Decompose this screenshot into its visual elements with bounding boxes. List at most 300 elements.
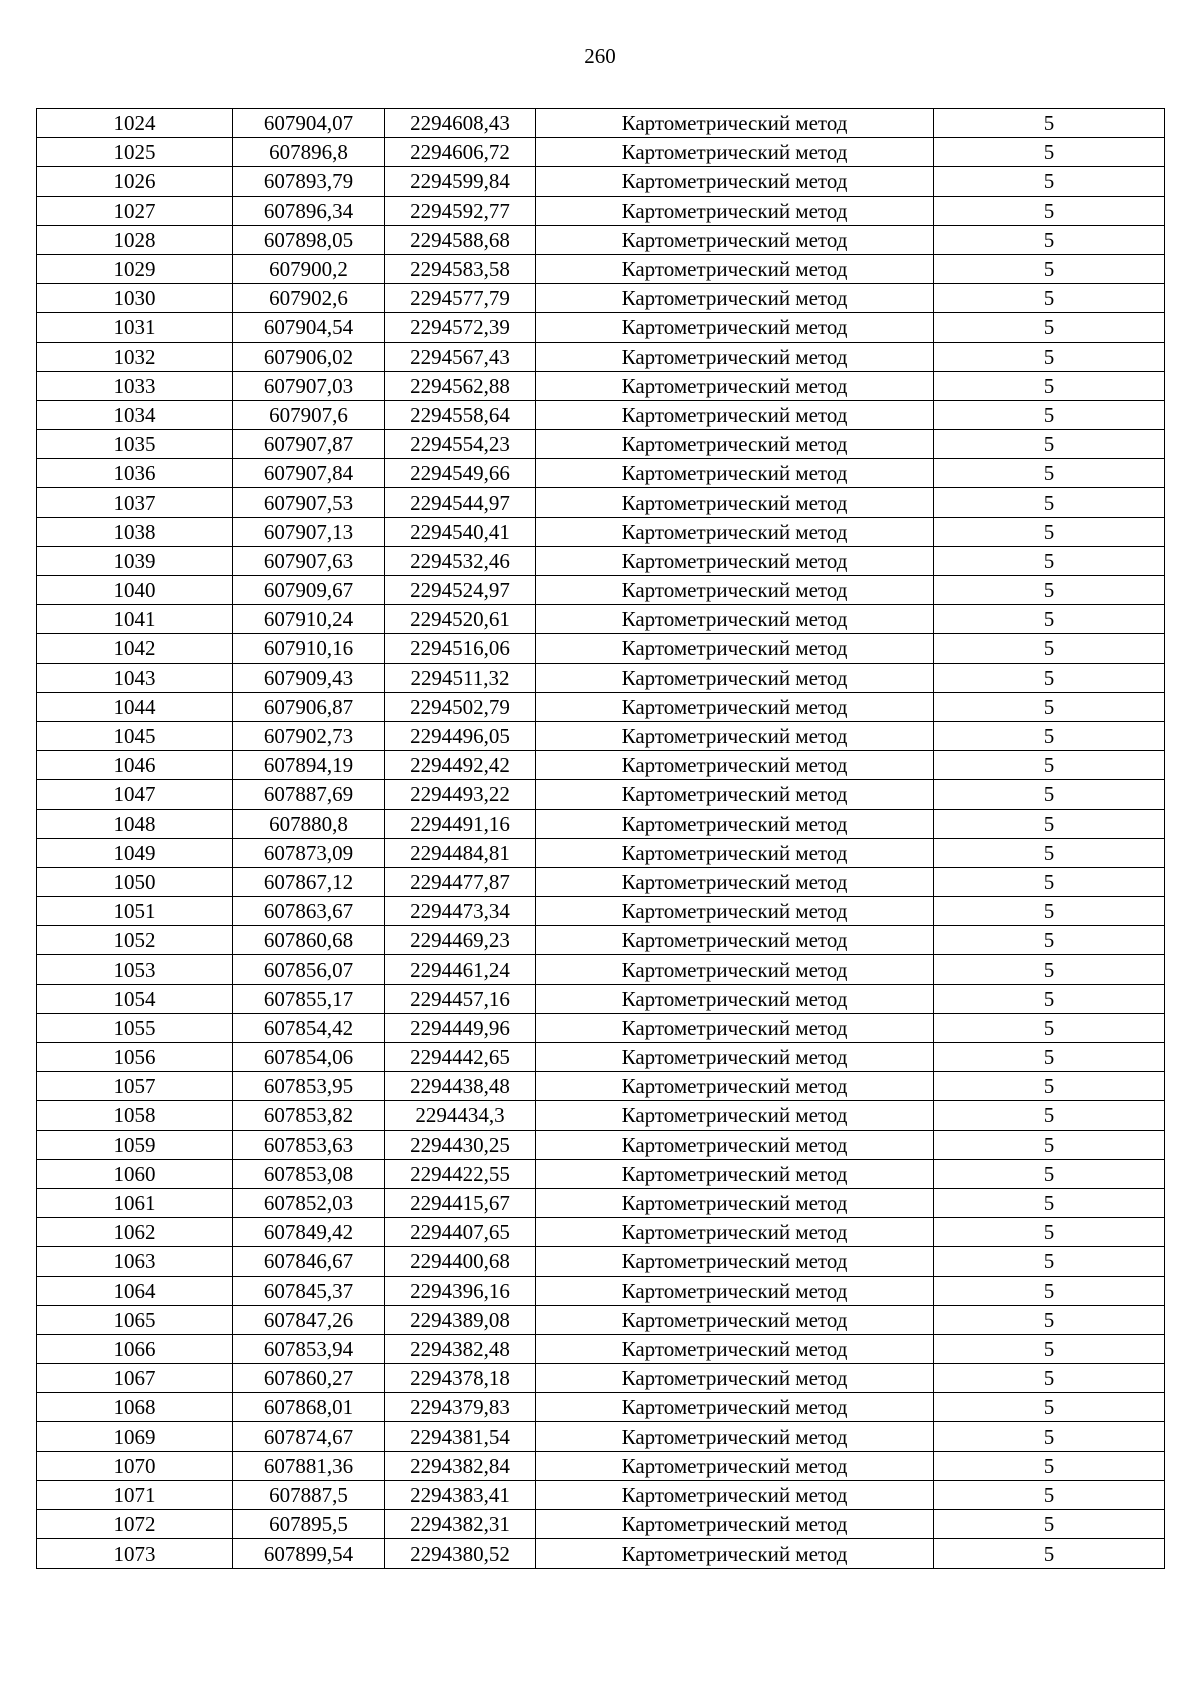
x-coordinate-cell: 607894,19 (233, 751, 385, 780)
x-coordinate-cell: 607904,07 (233, 109, 385, 138)
point-number-cell: 1028 (37, 225, 233, 254)
point-number-cell: 1055 (37, 1013, 233, 1042)
method-cell: Картометрический метод (536, 634, 934, 663)
accuracy-cell: 5 (934, 926, 1165, 955)
y-coordinate-cell: 2294554,23 (385, 430, 536, 459)
table-row (37, 517, 1165, 546)
point-number-cell: 1064 (37, 1276, 233, 1305)
table-row (37, 955, 1165, 984)
point-number-cell: 1038 (37, 517, 233, 546)
point-number-cell: 1061 (37, 1188, 233, 1217)
point-number-cell: 1049 (37, 838, 233, 867)
y-coordinate-cell: 2294396,16 (385, 1276, 536, 1305)
table-row (37, 576, 1165, 605)
accuracy-cell: 5 (934, 809, 1165, 838)
accuracy-cell: 5 (934, 751, 1165, 780)
table-row (37, 254, 1165, 283)
accuracy-cell: 5 (934, 1510, 1165, 1539)
point-number-cell: 1052 (37, 926, 233, 955)
table-row (37, 634, 1165, 663)
y-coordinate-cell: 2294492,42 (385, 751, 536, 780)
accuracy-cell: 5 (934, 1451, 1165, 1480)
accuracy-cell: 5 (934, 1539, 1165, 1569)
x-coordinate-cell: 607853,95 (233, 1072, 385, 1101)
method-cell: Картометрический метод (536, 1013, 934, 1042)
table-row (37, 225, 1165, 254)
accuracy-cell: 5 (934, 1393, 1165, 1422)
accuracy-cell: 5 (934, 634, 1165, 663)
method-cell: Картометрический метод (536, 459, 934, 488)
point-number-cell: 1056 (37, 1043, 233, 1072)
accuracy-cell: 5 (934, 663, 1165, 692)
table-row (37, 1422, 1165, 1451)
method-cell: Картометрический метод (536, 1334, 934, 1363)
table-row (37, 109, 1165, 138)
table-row (37, 663, 1165, 692)
method-cell: Картометрический метод (536, 430, 934, 459)
table-row (37, 984, 1165, 1013)
method-cell: Картометрический метод (536, 284, 934, 313)
method-cell: Картометрический метод (536, 254, 934, 283)
method-cell: Картометрический метод (536, 1276, 934, 1305)
x-coordinate-cell: 607845,37 (233, 1276, 385, 1305)
table-row (37, 1130, 1165, 1159)
accuracy-cell: 5 (934, 867, 1165, 896)
y-coordinate-cell: 2294583,58 (385, 254, 536, 283)
method-cell: Картометрический метод (536, 1188, 934, 1217)
accuracy-cell: 5 (934, 1422, 1165, 1451)
point-number-cell: 1039 (37, 546, 233, 575)
point-number-cell: 1059 (37, 1130, 233, 1159)
x-coordinate-cell: 607849,42 (233, 1218, 385, 1247)
point-number-cell: 1042 (37, 634, 233, 663)
x-coordinate-cell: 607906,02 (233, 342, 385, 371)
y-coordinate-cell: 2294382,84 (385, 1451, 536, 1480)
accuracy-cell: 5 (934, 167, 1165, 196)
method-cell: Картометрический метод (536, 926, 934, 955)
x-coordinate-cell: 607881,36 (233, 1451, 385, 1480)
table-row (37, 751, 1165, 780)
accuracy-cell: 5 (934, 1013, 1165, 1042)
method-cell: Картометрический метод (536, 517, 934, 546)
y-coordinate-cell: 2294577,79 (385, 284, 536, 313)
point-number-cell: 1031 (37, 313, 233, 342)
point-number-cell: 1030 (37, 284, 233, 313)
table-row (37, 371, 1165, 400)
table-row (37, 838, 1165, 867)
y-coordinate-cell: 2294567,43 (385, 342, 536, 371)
method-cell: Картометрический метод (536, 1480, 934, 1509)
x-coordinate-cell: 607868,01 (233, 1393, 385, 1422)
point-number-cell: 1036 (37, 459, 233, 488)
y-coordinate-cell: 2294382,31 (385, 1510, 536, 1539)
accuracy-cell: 5 (934, 430, 1165, 459)
x-coordinate-cell: 607854,06 (233, 1043, 385, 1072)
x-coordinate-cell: 607907,84 (233, 459, 385, 488)
method-cell: Картометрический метод (536, 1422, 934, 1451)
coordinates-table (36, 108, 1165, 1569)
table-row (37, 926, 1165, 955)
point-number-cell: 1067 (37, 1364, 233, 1393)
x-coordinate-cell: 607874,67 (233, 1422, 385, 1451)
accuracy-cell: 5 (934, 692, 1165, 721)
accuracy-cell: 5 (934, 196, 1165, 225)
method-cell: Картометрический метод (536, 897, 934, 926)
point-number-cell: 1057 (37, 1072, 233, 1101)
x-coordinate-cell: 607907,87 (233, 430, 385, 459)
y-coordinate-cell: 2294588,68 (385, 225, 536, 254)
accuracy-cell: 5 (934, 400, 1165, 429)
y-coordinate-cell: 2294469,23 (385, 926, 536, 955)
x-coordinate-cell: 607887,69 (233, 780, 385, 809)
y-coordinate-cell: 2294383,41 (385, 1480, 536, 1509)
method-cell: Картометрический метод (536, 546, 934, 575)
method-cell: Картометрический метод (536, 1539, 934, 1569)
x-coordinate-cell: 607847,26 (233, 1305, 385, 1334)
y-coordinate-cell: 2294549,66 (385, 459, 536, 488)
point-number-cell: 1027 (37, 196, 233, 225)
point-number-cell: 1040 (37, 576, 233, 605)
table-row (37, 1188, 1165, 1217)
point-number-cell: 1029 (37, 254, 233, 283)
x-coordinate-cell: 607907,13 (233, 517, 385, 546)
y-coordinate-cell: 2294572,39 (385, 313, 536, 342)
table-row (37, 780, 1165, 809)
method-cell: Картометрический метод (536, 1451, 934, 1480)
x-coordinate-cell: 607898,05 (233, 225, 385, 254)
x-coordinate-cell: 607854,42 (233, 1013, 385, 1042)
accuracy-cell: 5 (934, 576, 1165, 605)
method-cell: Картометрический метод (536, 1364, 934, 1393)
x-coordinate-cell: 607853,08 (233, 1159, 385, 1188)
x-coordinate-cell: 607853,63 (233, 1130, 385, 1159)
method-cell: Картометрический метод (536, 138, 934, 167)
table-row (37, 1480, 1165, 1509)
x-coordinate-cell: 607904,54 (233, 313, 385, 342)
table-row (37, 488, 1165, 517)
x-coordinate-cell: 607900,2 (233, 254, 385, 283)
table-row (37, 692, 1165, 721)
point-number-cell: 1073 (37, 1539, 233, 1569)
y-coordinate-cell: 2294502,79 (385, 692, 536, 721)
point-number-cell: 1053 (37, 955, 233, 984)
x-coordinate-cell: 607887,5 (233, 1480, 385, 1509)
point-number-cell: 1060 (37, 1159, 233, 1188)
table-row (37, 196, 1165, 225)
x-coordinate-cell: 607907,6 (233, 400, 385, 429)
method-cell: Картометрический метод (536, 751, 934, 780)
accuracy-cell: 5 (934, 1218, 1165, 1247)
table-row (37, 1510, 1165, 1539)
x-coordinate-cell: 607909,67 (233, 576, 385, 605)
method-cell: Картометрический метод (536, 1043, 934, 1072)
y-coordinate-cell: 2294379,83 (385, 1393, 536, 1422)
y-coordinate-cell: 2294496,05 (385, 721, 536, 750)
accuracy-cell: 5 (934, 459, 1165, 488)
point-number-cell: 1054 (37, 984, 233, 1013)
accuracy-cell: 5 (934, 313, 1165, 342)
accuracy-cell: 5 (934, 284, 1165, 313)
accuracy-cell: 5 (934, 546, 1165, 575)
x-coordinate-cell: 607855,17 (233, 984, 385, 1013)
x-coordinate-cell: 607896,34 (233, 196, 385, 225)
point-number-cell: 1072 (37, 1510, 233, 1539)
x-coordinate-cell: 607846,67 (233, 1247, 385, 1276)
point-number-cell: 1025 (37, 138, 233, 167)
table-row (37, 546, 1165, 575)
point-number-cell: 1043 (37, 663, 233, 692)
table-row (37, 1305, 1165, 1334)
y-coordinate-cell: 2294473,34 (385, 897, 536, 926)
x-coordinate-cell: 607902,73 (233, 721, 385, 750)
point-number-cell: 1026 (37, 167, 233, 196)
point-number-cell: 1050 (37, 867, 233, 896)
y-coordinate-cell: 2294606,72 (385, 138, 536, 167)
point-number-cell: 1035 (37, 430, 233, 459)
method-cell: Картометрический метод (536, 196, 934, 225)
point-number-cell: 1058 (37, 1101, 233, 1130)
x-coordinate-cell: 607860,68 (233, 926, 385, 955)
x-coordinate-cell: 607856,07 (233, 955, 385, 984)
method-cell: Картометрический метод (536, 167, 934, 196)
y-coordinate-cell: 2294608,43 (385, 109, 536, 138)
point-number-cell: 1044 (37, 692, 233, 721)
accuracy-cell: 5 (934, 1159, 1165, 1188)
method-cell: Картометрический метод (536, 576, 934, 605)
point-number-cell: 1046 (37, 751, 233, 780)
table-row (37, 1247, 1165, 1276)
accuracy-cell: 5 (934, 342, 1165, 371)
method-cell: Картометрический метод (536, 984, 934, 1013)
table-row (37, 284, 1165, 313)
x-coordinate-cell: 607906,87 (233, 692, 385, 721)
y-coordinate-cell: 2294599,84 (385, 167, 536, 196)
y-coordinate-cell: 2294422,55 (385, 1159, 536, 1188)
method-cell: Картометрический метод (536, 225, 934, 254)
x-coordinate-cell: 607852,03 (233, 1188, 385, 1217)
y-coordinate-cell: 2294540,41 (385, 517, 536, 546)
accuracy-cell: 5 (934, 780, 1165, 809)
point-number-cell: 1068 (37, 1393, 233, 1422)
table-row (37, 1539, 1165, 1569)
accuracy-cell: 5 (934, 138, 1165, 167)
y-coordinate-cell: 2294438,48 (385, 1072, 536, 1101)
table-row (37, 809, 1165, 838)
x-coordinate-cell: 607907,53 (233, 488, 385, 517)
point-number-cell: 1033 (37, 371, 233, 400)
y-coordinate-cell: 2294434,3 (385, 1101, 536, 1130)
point-number-cell: 1062 (37, 1218, 233, 1247)
y-coordinate-cell: 2294415,67 (385, 1188, 536, 1217)
point-number-cell: 1051 (37, 897, 233, 926)
x-coordinate-cell: 607853,94 (233, 1334, 385, 1363)
x-coordinate-cell: 607895,5 (233, 1510, 385, 1539)
accuracy-cell: 5 (934, 1364, 1165, 1393)
method-cell: Картометрический метод (536, 1393, 934, 1422)
table-row (37, 342, 1165, 371)
accuracy-cell: 5 (934, 955, 1165, 984)
y-coordinate-cell: 2294592,77 (385, 196, 536, 225)
point-number-cell: 1066 (37, 1334, 233, 1363)
method-cell: Картометрический метод (536, 1130, 934, 1159)
table-row (37, 1451, 1165, 1480)
point-number-cell: 1069 (37, 1422, 233, 1451)
x-coordinate-cell: 607910,24 (233, 605, 385, 634)
table-row (37, 1043, 1165, 1072)
y-coordinate-cell: 2294389,08 (385, 1305, 536, 1334)
table-row (37, 605, 1165, 634)
table-row (37, 1393, 1165, 1422)
x-coordinate-cell: 607863,67 (233, 897, 385, 926)
point-number-cell: 1032 (37, 342, 233, 371)
point-number-cell: 1034 (37, 400, 233, 429)
x-coordinate-cell: 607907,03 (233, 371, 385, 400)
y-coordinate-cell: 2294477,87 (385, 867, 536, 896)
accuracy-cell: 5 (934, 984, 1165, 1013)
table-row (37, 138, 1165, 167)
table-row (37, 897, 1165, 926)
table-row (37, 1276, 1165, 1305)
method-cell: Картометрический метод (536, 721, 934, 750)
method-cell: Картометрический метод (536, 838, 934, 867)
table-row (37, 1159, 1165, 1188)
point-number-cell: 1063 (37, 1247, 233, 1276)
method-cell: Картометрический метод (536, 342, 934, 371)
y-coordinate-cell: 2294461,24 (385, 955, 536, 984)
method-cell: Картометрический метод (536, 488, 934, 517)
method-cell: Картометрический метод (536, 663, 934, 692)
accuracy-cell: 5 (934, 1101, 1165, 1130)
y-coordinate-cell: 2294380,52 (385, 1539, 536, 1569)
accuracy-cell: 5 (934, 488, 1165, 517)
y-coordinate-cell: 2294382,48 (385, 1334, 536, 1363)
table-row (37, 1013, 1165, 1042)
method-cell: Картометрический метод (536, 809, 934, 838)
accuracy-cell: 5 (934, 897, 1165, 926)
table-row (37, 1218, 1165, 1247)
y-coordinate-cell: 2294378,18 (385, 1364, 536, 1393)
x-coordinate-cell: 607902,6 (233, 284, 385, 313)
accuracy-cell: 5 (934, 109, 1165, 138)
x-coordinate-cell: 607893,79 (233, 167, 385, 196)
point-number-cell: 1071 (37, 1480, 233, 1509)
y-coordinate-cell: 2294407,65 (385, 1218, 536, 1247)
y-coordinate-cell: 2294400,68 (385, 1247, 536, 1276)
y-coordinate-cell: 2294430,25 (385, 1130, 536, 1159)
point-number-cell: 1024 (37, 109, 233, 138)
method-cell: Картометрический метод (536, 1305, 934, 1334)
y-coordinate-cell: 2294381,54 (385, 1422, 536, 1451)
table-row (37, 459, 1165, 488)
accuracy-cell: 5 (934, 838, 1165, 867)
method-cell: Картометрический метод (536, 1159, 934, 1188)
page-number: 260 (584, 44, 616, 68)
point-number-cell: 1070 (37, 1451, 233, 1480)
x-coordinate-cell: 607907,63 (233, 546, 385, 575)
y-coordinate-cell: 2294493,22 (385, 780, 536, 809)
x-coordinate-cell: 607880,8 (233, 809, 385, 838)
y-coordinate-cell: 2294442,65 (385, 1043, 536, 1072)
method-cell: Картометрический метод (536, 400, 934, 429)
table-row (37, 1334, 1165, 1363)
accuracy-cell: 5 (934, 1334, 1165, 1363)
y-coordinate-cell: 2294524,97 (385, 576, 536, 605)
accuracy-cell: 5 (934, 371, 1165, 400)
method-cell: Картометрический метод (536, 1510, 934, 1539)
accuracy-cell: 5 (934, 1130, 1165, 1159)
method-cell: Картометрический метод (536, 109, 934, 138)
point-number-cell: 1048 (37, 809, 233, 838)
accuracy-cell: 5 (934, 225, 1165, 254)
y-coordinate-cell: 2294516,06 (385, 634, 536, 663)
x-coordinate-cell: 607896,8 (233, 138, 385, 167)
method-cell: Картометрический метод (536, 605, 934, 634)
table-row (37, 867, 1165, 896)
table-row (37, 721, 1165, 750)
y-coordinate-cell: 2294544,97 (385, 488, 536, 517)
x-coordinate-cell: 607853,82 (233, 1101, 385, 1130)
accuracy-cell: 5 (934, 1480, 1165, 1509)
accuracy-cell: 5 (934, 605, 1165, 634)
point-number-cell: 1047 (37, 780, 233, 809)
y-coordinate-cell: 2294449,96 (385, 1013, 536, 1042)
x-coordinate-cell: 607909,43 (233, 663, 385, 692)
point-number-cell: 1045 (37, 721, 233, 750)
point-number-cell: 1065 (37, 1305, 233, 1334)
table-row (37, 400, 1165, 429)
method-cell: Картометрический метод (536, 692, 934, 721)
point-number-cell: 1037 (37, 488, 233, 517)
method-cell: Картометрический метод (536, 955, 934, 984)
method-cell: Картометрический метод (536, 1072, 934, 1101)
coordinates-table-body (37, 109, 1165, 1569)
method-cell: Картометрический метод (536, 371, 934, 400)
x-coordinate-cell: 607910,16 (233, 634, 385, 663)
accuracy-cell: 5 (934, 1305, 1165, 1334)
y-coordinate-cell: 2294558,64 (385, 400, 536, 429)
y-coordinate-cell: 2294484,81 (385, 838, 536, 867)
accuracy-cell: 5 (934, 1072, 1165, 1101)
y-coordinate-cell: 2294491,16 (385, 809, 536, 838)
accuracy-cell: 5 (934, 1247, 1165, 1276)
method-cell: Картометрический метод (536, 1101, 934, 1130)
accuracy-cell: 5 (934, 1276, 1165, 1305)
table-row (37, 1101, 1165, 1130)
point-number-cell: 1041 (37, 605, 233, 634)
accuracy-cell: 5 (934, 721, 1165, 750)
table-row (37, 1364, 1165, 1393)
table-row (37, 1072, 1165, 1101)
y-coordinate-cell: 2294532,46 (385, 546, 536, 575)
x-coordinate-cell: 607860,27 (233, 1364, 385, 1393)
y-coordinate-cell: 2294511,32 (385, 663, 536, 692)
table-row (37, 167, 1165, 196)
method-cell: Картометрический метод (536, 1247, 934, 1276)
x-coordinate-cell: 607867,12 (233, 867, 385, 896)
y-coordinate-cell: 2294457,16 (385, 984, 536, 1013)
accuracy-cell: 5 (934, 1043, 1165, 1072)
method-cell: Картометрический метод (536, 313, 934, 342)
accuracy-cell: 5 (934, 517, 1165, 546)
table-row (37, 430, 1165, 459)
method-cell: Картометрический метод (536, 1218, 934, 1247)
y-coordinate-cell: 2294520,61 (385, 605, 536, 634)
x-coordinate-cell: 607873,09 (233, 838, 385, 867)
table-row (37, 313, 1165, 342)
x-coordinate-cell: 607899,54 (233, 1539, 385, 1569)
accuracy-cell: 5 (934, 254, 1165, 283)
y-coordinate-cell: 2294562,88 (385, 371, 536, 400)
